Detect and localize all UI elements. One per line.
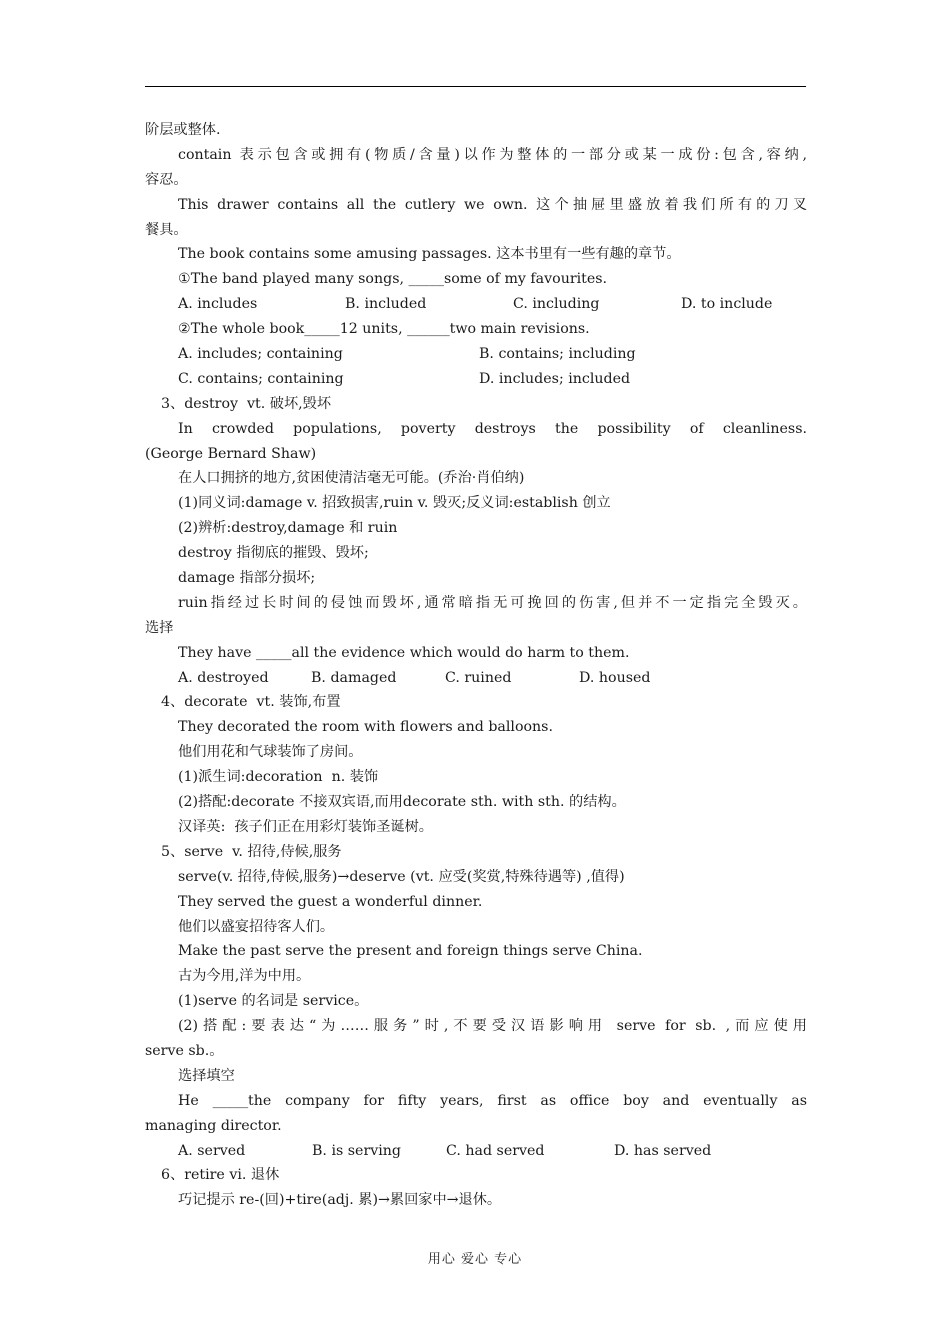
question-4: He _____the company for fifty years, first as office boy and eventually as: [178, 1092, 807, 1109]
text-line: They decorated the room with flowers and balloons.: [178, 719, 553, 736]
question-2-options-row1: [145, 342, 807, 367]
section-heading-serve: 5、serve v. 招待,侍候,服务: [161, 843, 342, 860]
option-d: D. includes; included: [479, 370, 631, 387]
text-line: (2)辨析:destroy,damage 和 ruin: [178, 520, 398, 537]
option-d: D. housed: [579, 669, 651, 686]
text-line: 选择: [145, 619, 174, 636]
option-c: C. contains; containing: [178, 370, 344, 387]
text-line: ruin指经过长时间的侵蚀而毁坏,通常暗指无可挽回的伤害,但并不一定指完全毁灭。: [178, 594, 807, 611]
section-heading-retire: 6、retire vi. 退休: [161, 1167, 280, 1184]
header-rule: [145, 86, 806, 87]
question-3-options: [145, 666, 807, 691]
option-c: C. including: [513, 296, 600, 313]
option-a: A. includes; containing: [178, 346, 343, 363]
option-c: C. ruined: [445, 669, 512, 686]
text-line: managing director.: [145, 1117, 282, 1134]
option-a: A. served: [178, 1142, 246, 1159]
text-line: 巧记提示 re-(回)+tire(adj. 累)→累回家中→退休。: [178, 1192, 502, 1209]
text-line: 选择填空: [178, 1067, 235, 1084]
text-line: This drawer contains all the cutlery we own. 这个抽屉里盛放着我们所有的刀叉: [178, 196, 807, 213]
text-line: 汉译英: 孩子们正在用彩灯装饰圣诞树。: [178, 818, 433, 835]
option-a: A. destroyed: [178, 669, 269, 686]
text-line: In crowded populations, poverty destroys the possibility of cleanliness.: [178, 420, 807, 437]
option-d: D. to include: [681, 296, 773, 313]
text-line: 在人口拥挤的地方,贫困使清洁毫无可能。(乔治·肖伯纳): [178, 470, 525, 487]
text-line: serve sb.。: [145, 1042, 224, 1059]
text-line: 他们用花和气球装饰了房间。: [178, 744, 363, 761]
section-heading-decorate: 4、decorate vt. 装饰,布置: [161, 694, 341, 711]
option-b: B. included: [345, 296, 427, 313]
text-line: (George Bernard Shaw): [145, 445, 317, 462]
section-heading-destroy: 3、destroy vt. 破坏,毁坏: [161, 395, 332, 412]
text-line: destroy 指彻底的摧毁、毁坏;: [178, 545, 369, 562]
option-c: C. had served: [446, 1142, 545, 1159]
question-4-options: [145, 1139, 807, 1164]
option-b: B. contains; including: [479, 346, 636, 363]
text-line: The book contains some amusing passages. 这本书里有一些有趣的章节。: [178, 246, 681, 263]
question-1: ①The band played many songs, _____some of my favourites.: [178, 271, 608, 288]
text-line: Make the past serve the present and foreign things serve China.: [178, 943, 643, 960]
question-1-options: [145, 292, 807, 317]
text-line: (2)搭配:要表达“为……服务”时,不要受汉语影响用 serve for sb. ,而应使用: [178, 1018, 807, 1035]
text-line: 他们以盛宴招待客人们。: [178, 918, 335, 935]
option-a: A. includes: [178, 296, 258, 313]
text-line: (1)serve 的名词是 service。: [178, 993, 369, 1010]
text-line: (1)同义词:damage v. 招致损害,ruin v. 毁灭;反义词:establish 创立: [178, 495, 611, 512]
question-2: ②The whole book_____12 units, ______two main revisions.: [178, 321, 590, 338]
text-line: 古为今用,洋为中用。: [178, 968, 311, 985]
text-line: (1)派生词:decoration n. 装饰: [178, 769, 379, 786]
text-line: 阶层或整体.: [145, 122, 221, 138]
text-line: contain 表示包含或拥有(物质/含量)以作为整体的一部分或某一成份:包含,容纳,: [178, 146, 807, 163]
document-body: [145, 118, 807, 1213]
text-line: They served the guest a wonderful dinner.: [178, 893, 483, 910]
question-3: They have _____all the evidence which would do harm to them.: [178, 644, 630, 661]
option-b: B. damaged: [311, 669, 397, 686]
text-line: damage 指部分损坏;: [178, 570, 316, 587]
text-line: 餐具。: [145, 221, 188, 238]
text-line: (2)搭配:decorate 不接双宾语,而用decorate sth. with sth. 的结构。: [178, 794, 626, 811]
page-footer: 用心 爱心 专心: [427, 1252, 523, 1267]
option-b: B. is serving: [312, 1142, 402, 1159]
text-line: serve(v. 招待,侍候,服务)→deserve (vt. 应受(奖赏,特殊待遇等) ,值得): [178, 868, 625, 885]
option-d: D. has served: [614, 1142, 712, 1159]
text-line: 容忍。: [145, 171, 188, 188]
question-2-options-row2: [145, 367, 807, 392]
